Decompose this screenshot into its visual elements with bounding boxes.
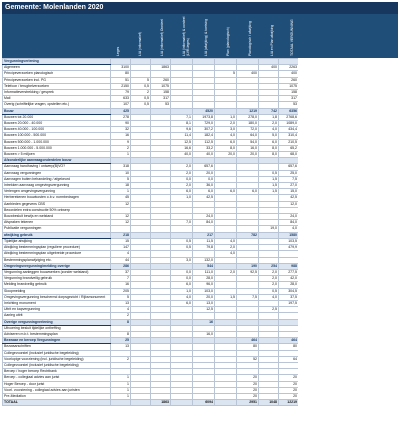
cell-value: 277,5 — [279, 269, 299, 275]
row-label: Bestemmingsplanwijziging etc. — [3, 257, 111, 263]
cell-value: 12219 — [279, 400, 299, 406]
cell-value: 6356 — [279, 108, 299, 114]
cell-value: 27,0 — [279, 183, 299, 189]
cell-value: 112,5 — [193, 139, 215, 145]
cell-value: 103,5 — [279, 238, 299, 244]
cell-value: 20 — [279, 393, 299, 399]
cell-value: 20 — [237, 375, 259, 381]
column-header: TOTAAL VERGUNNING — [290, 19, 294, 56]
cell-value: 10 — [111, 170, 131, 176]
cell-value: 1048 — [259, 400, 279, 406]
row-label: Informatieverstrekking / gesprek — [3, 90, 111, 96]
row-label: Collegevoorstel (inclusief juridische begeleiding) — [3, 362, 111, 368]
cell-value: 197,5 — [279, 300, 299, 306]
cell-value: 16,0 — [237, 145, 259, 151]
row-label: Overige vergunningverlening — [3, 319, 111, 325]
cell-value: 479,9 — [279, 245, 299, 251]
cell-value: 310,4 — [279, 133, 299, 139]
cell-value: 0,5 — [259, 170, 279, 176]
cell-value: 2,0 — [259, 282, 279, 288]
row-label: Uitrit en kapvergunning — [3, 307, 111, 313]
cell-value: 2 — [111, 313, 131, 319]
cell-value: 1 — [111, 375, 131, 381]
cell-value: 25,0 — [279, 170, 299, 176]
column-header: LIA (afwijking) & toetsing — [204, 18, 208, 56]
cell-value: 318 — [111, 164, 131, 170]
cell-value: 80 — [279, 344, 299, 350]
row-label: Bouwen 20.000 - 40.000 — [3, 121, 111, 127]
cell-value: 307,2 — [193, 127, 215, 133]
row-label: Telefoon / terugbelverzoeken — [3, 83, 111, 89]
cell-value: 205 — [111, 288, 131, 294]
cell-value: 5 — [131, 77, 151, 83]
cell-value: 158 — [151, 90, 171, 96]
cell-value: 16 — [111, 133, 131, 139]
cell-value: 90 — [111, 121, 131, 127]
cell-value: 0,0 — [171, 176, 193, 182]
row-label: Afwijking bestemmingsplan (reguliere procedure) — [3, 245, 111, 251]
cell-value: 54,0 — [237, 139, 259, 145]
cell-value: 4,0 — [215, 251, 237, 257]
cell-value: 2 — [111, 356, 131, 362]
cell-value: 1 — [111, 381, 131, 387]
cell-value: 2768,6 — [279, 114, 299, 120]
cell-value: 16 — [193, 319, 215, 325]
cell-value: 0,5 — [131, 83, 151, 89]
cell-value: 25 — [111, 338, 131, 344]
cell-value: 20 — [237, 387, 259, 393]
cell-value: 317 — [279, 96, 299, 102]
cell-value: 8,0 — [259, 152, 279, 158]
cell-value: 111,0 — [193, 269, 215, 275]
row-label: Afspraken tekenen — [3, 220, 111, 226]
cell-value: 2 — [131, 90, 151, 96]
row-label: Mail — [3, 96, 111, 102]
cell-value: 7,1 — [171, 114, 193, 120]
cell-value — [131, 400, 151, 406]
cell-value: 53 — [279, 102, 299, 108]
cell-value: 24,0 — [193, 214, 215, 220]
cell-value: 84,0 — [193, 220, 215, 226]
cell-value: 42,5 — [193, 195, 215, 201]
cell-value: 11,5 — [193, 238, 215, 244]
cell-value: 182,4 — [193, 133, 215, 139]
cell-value: 3100 — [111, 65, 131, 71]
cell-value: 1,8 — [259, 114, 279, 120]
cell-value: 180,0 — [237, 121, 259, 127]
row-label: Inrichting monument — [3, 300, 111, 306]
cell-value: 0,5 — [259, 288, 279, 294]
cell-value: 278,0 — [237, 114, 259, 120]
cell-value: 782 — [237, 232, 259, 238]
cell-value: 12 — [111, 201, 131, 207]
cell-value: 79,8 — [193, 245, 215, 251]
cell-value: 286 — [111, 263, 131, 269]
cell-value: 158 — [279, 90, 299, 96]
row-label: Aanleg uitrit — [3, 313, 111, 319]
row-label: afwijking gebruik — [3, 232, 111, 238]
cell-value: 6,0 — [171, 282, 193, 288]
cell-value: 1,5 — [259, 183, 279, 189]
cell-value: 6,0 — [171, 300, 193, 306]
cell-value — [111, 400, 131, 406]
cell-value: 2,0 — [171, 164, 193, 170]
cell-value: 657,6 — [193, 164, 215, 170]
cell-value: 15 — [111, 238, 131, 244]
data-table — [2, 58, 299, 406]
cell-value: 80 — [237, 344, 259, 350]
row-label: Intrekken aanvraag omgevingsvergunning — [3, 183, 111, 189]
cell-value: 4,0 — [259, 294, 279, 300]
row-label: Bezwaar en beroep Vergunningen — [3, 338, 111, 344]
cell-value: 19,0 — [259, 226, 279, 232]
cell-value: 5,0 — [259, 133, 279, 139]
cell-value: 1075 — [151, 83, 171, 89]
cell-value: 729,0 — [193, 121, 215, 127]
column-header: LIA (informatief) — [138, 32, 142, 56]
cell-value: 24,0 — [279, 214, 299, 220]
cell-value: 218 — [111, 232, 131, 238]
cell-value: 4,0 — [259, 127, 279, 133]
cell-value: 5 — [111, 176, 131, 182]
cell-value: 20,0 — [193, 294, 215, 300]
row-label: Sloopmelding — [3, 288, 111, 294]
cell-value: 8,0 — [215, 145, 237, 151]
cell-value: 0,5 — [171, 238, 193, 244]
cell-value: 1,0 — [171, 195, 193, 201]
column-header: LIA (informatief) & oordeel (LVR-leges) — [182, 16, 190, 56]
cell-value: 1 — [111, 152, 131, 158]
blank-area — [298, 58, 398, 430]
cell-value: 11,4 — [171, 133, 193, 139]
cell-value: 544 — [193, 263, 215, 269]
cell-value: 7,5 — [237, 294, 259, 300]
cell-value: 16,0 — [193, 331, 215, 337]
row-label: Voorl. voorziening - collegiaal advies aan juristen — [3, 387, 111, 393]
row-label: Aanbieden gegevens CBS — [3, 201, 111, 207]
column-header: LIA (informatief) Oordeel — [160, 19, 164, 56]
cell-value: 4,0 — [279, 226, 299, 232]
cell-value: 6,0 — [193, 189, 215, 195]
row-label: Voorlopige voorziening (incl. juridische begeleiding) — [3, 356, 111, 362]
cell-value — [171, 400, 193, 406]
row-label: Vergunningverlening — [3, 59, 111, 65]
cell-value: 12 — [111, 214, 131, 220]
row-label: Herberekenen bouwkosten o.b.v. normbedragen — [3, 195, 111, 201]
cell-value: 20,0 — [215, 152, 237, 158]
row-label: Pre-Mediation — [3, 393, 111, 399]
row-label: Bouwen tot 20.000 — [3, 114, 111, 120]
row-label: Bouwen > 5 miljoen — [3, 152, 111, 158]
row-label: Bouwen 500.000 - 1.000.000 — [3, 139, 111, 145]
cell-value: 6,0 — [171, 189, 193, 195]
cell-value: 254 — [259, 263, 279, 269]
cell-value: 32 — [111, 127, 131, 133]
row-label: Aanvraag vergunningen — [3, 170, 111, 176]
cell-value: 7,5 — [279, 176, 299, 182]
cell-value: 1863 — [151, 400, 171, 406]
cell-value: 0,5 — [131, 102, 151, 108]
row-label: Beroep - collegiaal advies aan jurist — [3, 375, 111, 381]
row-label: Bouwbesluit bewijs en welstand — [3, 214, 111, 220]
cell-value: 8 — [111, 319, 131, 325]
cell-value: 13,0 — [193, 300, 215, 306]
cell-value: 2150 — [111, 83, 131, 89]
cell-value: 20,0 — [237, 152, 259, 158]
cell-value: 988 — [279, 263, 299, 269]
cell-value: 37 — [111, 269, 131, 275]
cell-value: 260 — [279, 77, 299, 83]
cell-value: 42,5 — [279, 195, 299, 201]
cell-value: 1 — [111, 387, 131, 393]
cell-value: 190 — [237, 263, 259, 269]
cell-value: 92,5 — [237, 269, 259, 275]
cell-value: 5 — [215, 71, 237, 77]
cell-value: 8,0 — [259, 145, 279, 151]
cell-value: 6,0 — [259, 139, 279, 145]
cell-value: 278 — [111, 114, 131, 120]
cell-value: 13 — [111, 300, 131, 306]
cell-value: 12,0 — [279, 201, 299, 207]
cell-value: 1,5 — [259, 176, 279, 182]
cell-value: 1,0 — [215, 114, 237, 120]
sheet-title: Gemeente: Molenlanden 2020 — [2, 2, 398, 14]
cell-value: 80 — [111, 71, 131, 77]
cell-value: 1,5 — [215, 294, 237, 300]
row-label: Aanvragen buiten behandeling / afgekeurd — [3, 176, 111, 182]
cell-value: 1580 — [279, 232, 299, 238]
cell-value: 79 — [111, 90, 131, 96]
cell-value: 210,5 — [279, 139, 299, 145]
row-label: Beoordelen extra constructie 50% ontwerp — [3, 207, 111, 213]
cell-value: 6,0 — [215, 189, 237, 195]
cell-value: 400 — [259, 65, 279, 71]
cell-value: 20 — [279, 387, 299, 393]
cell-value: 217 — [193, 232, 215, 238]
row-label: Principeverzoeken planologisch — [3, 71, 111, 77]
cell-value: 657,6 — [279, 164, 299, 170]
row-label: Omgevingsvergunning/melding overige — [3, 263, 111, 269]
cell-value: 2,5 — [259, 307, 279, 313]
cell-value: 20 — [279, 375, 299, 381]
cell-value: 304,5 — [279, 288, 299, 294]
cell-value: 1089,0 — [279, 121, 299, 127]
cell-value: 464 — [237, 338, 259, 344]
cell-value: 1,0 — [171, 288, 193, 294]
column-header-band — [2, 14, 398, 58]
cell-value: 1075 — [279, 83, 299, 89]
cell-value: 20,0 — [193, 170, 215, 176]
cell-value: 2,0 — [171, 183, 193, 189]
row-label: Collegevoorstel (inclusief juridische begeleiding) — [3, 350, 111, 356]
cell-value: 434,4 — [279, 127, 299, 133]
row-label: Vergunning brandveilig gebruik — [3, 276, 111, 282]
cell-value: 28,0 — [279, 282, 299, 288]
cell-value: 4,0 — [215, 133, 237, 139]
cell-value: 107 — [111, 102, 131, 108]
column-header: LIA en Plan afwijking — [270, 24, 274, 56]
row-label: Publicatie vergunningen — [3, 226, 111, 232]
cell-value: 742 — [259, 108, 279, 114]
cell-value: 20 — [237, 381, 259, 387]
cell-value: 1,5 — [259, 189, 279, 195]
cell-value: 6094 — [193, 400, 215, 406]
row-label: Vergunning aanleggen bouwwerken (zonder welstand) — [3, 269, 111, 275]
row-label: Bouwen 40.000 - 100.000 — [3, 127, 111, 133]
cell-value: 18 — [111, 183, 131, 189]
cell-value: 1 — [111, 189, 131, 195]
cell-value: 0,0 — [171, 276, 193, 282]
row-label: TOTAAL — [3, 400, 111, 406]
cell-value: 64 — [279, 356, 299, 362]
cell-value: 8,1 — [171, 121, 193, 127]
cell-value: 12,5 — [193, 307, 215, 313]
cell-value: 425 — [111, 108, 131, 114]
cell-value: 65,2 — [279, 145, 299, 151]
cell-value: 317 — [151, 96, 171, 102]
cell-value: 16,6 — [171, 145, 193, 151]
cell-value: 64,0 — [237, 133, 259, 139]
cell-value: 42,0 — [279, 276, 299, 282]
cell-value: 464 — [279, 338, 299, 344]
cell-value: 4 — [111, 251, 131, 257]
cell-value: 53 — [151, 102, 171, 108]
cell-value: 51 — [111, 77, 131, 83]
cell-value: 2,0 — [259, 121, 279, 127]
cell-value: 400 — [279, 71, 299, 77]
row-label: Melding brandveilig gebruik — [3, 282, 111, 288]
cell-value: 12 — [111, 220, 131, 226]
cell-value: 1973,8 — [193, 114, 215, 120]
cell-value: 260 — [151, 77, 171, 83]
cell-value: 40,0 — [171, 152, 193, 158]
cell-value: 68,0 — [279, 152, 299, 158]
row-label: Hoger Beroep - door jurist — [3, 381, 111, 387]
row-label: Bouwen 100.000 - 500.000 — [3, 133, 111, 139]
cell-value: 400 — [237, 71, 259, 77]
row-label: Bezwaarschriften — [3, 344, 111, 350]
cell-value: 4 — [111, 307, 131, 313]
cell-value: 147 — [111, 245, 131, 251]
cell-value: 2,0 — [259, 276, 279, 282]
cell-value: 0,0 — [171, 269, 193, 275]
cell-value: 72,0 — [237, 127, 259, 133]
cell-value: 33,2 — [193, 145, 215, 151]
row-label: Adviseren m.b.t. bestemmingsplan — [3, 331, 111, 337]
cell-value: 45 — [111, 195, 131, 201]
row-label: Principeverzoeken incl. PG — [3, 77, 111, 83]
cell-value: 7 — [111, 276, 131, 282]
row-label: Afzonderlijke aanvraagonderdelen bouw — [3, 158, 111, 164]
column-header: Leges — [116, 46, 120, 56]
row-label: Bouwen 1.000.000 - 5.000.000 — [3, 145, 111, 151]
cell-value: 6,0 — [215, 139, 237, 145]
row-label: Beroep / hoger beroep Rechtbank — [3, 369, 111, 375]
cell-value: 1219 — [237, 108, 259, 114]
row-label: Bouw — [3, 108, 111, 114]
cell-value: 20 — [237, 393, 259, 399]
cell-value: 9 — [111, 139, 131, 145]
row-label: Omgevingsvergunning beschermd dorpsgezicht / Rijksmonument — [3, 294, 111, 300]
cell-value: 84,0 — [279, 220, 299, 226]
cell-value: 1863 — [151, 65, 171, 71]
row-label: Uitvoering besluit tijdelijke ontheffing — [3, 325, 111, 331]
row-label: Aanvraag handhaving / ontwerp(B)VO? — [3, 164, 111, 170]
cell-value: 2,0 — [215, 245, 237, 251]
cell-value: 633 — [111, 96, 131, 102]
row-label: Afwijking bestemmingsplan uitgebreide procedure — [3, 251, 111, 257]
cell-value: 28,0 — [193, 276, 215, 282]
cell-value: 2,0 — [171, 170, 193, 176]
cell-value: 44 — [111, 257, 131, 263]
cell-value: 9,6 — [171, 127, 193, 133]
total-row — [3, 400, 299, 406]
cell-value: 2 — [111, 145, 131, 151]
cell-value: 4,0 — [215, 238, 237, 244]
cell-value: 96,0 — [193, 282, 215, 288]
cell-value: 8 — [111, 331, 131, 337]
cell-value: 16 — [111, 282, 131, 288]
cell-value: 0,5 — [131, 96, 151, 102]
cell-value: 3,0 — [171, 257, 193, 263]
cell-value: 5 — [111, 294, 131, 300]
cell-value: 2,0 — [215, 121, 237, 127]
cell-value: 4520 — [193, 108, 215, 114]
cell-value: 15,0 — [279, 189, 299, 195]
cell-value: 0,5 — [171, 245, 193, 251]
cell-value: 3,0 — [215, 127, 237, 133]
cell-value: 2951 — [237, 400, 259, 406]
cell-value: 2,0 — [215, 269, 237, 275]
row-label: Overig (schriftelijke vragen, opstellen etc.) — [3, 102, 111, 108]
cell-value: 1 — [111, 393, 131, 399]
cell-value: 6,0 — [237, 189, 259, 195]
cell-value: 132,0 — [193, 257, 215, 263]
cell-value: 20 — [279, 381, 299, 387]
cell-value: 40,0 — [193, 152, 215, 158]
column-header: Planologisch / afwijking — [248, 20, 252, 56]
column-header: Plan (planologisch) — [226, 27, 230, 56]
cell-value: 37,5 — [279, 294, 299, 300]
row-label: Verlengen omgevingsvergunning — [3, 189, 111, 195]
cell-value: 103,0 — [193, 288, 215, 294]
cell-value: 4,0 — [171, 294, 193, 300]
cell-value: 52 — [237, 356, 259, 362]
cell-value: 0,0 — [193, 176, 215, 182]
cell-value: 36,0 — [193, 183, 215, 189]
cell-value: 13 — [111, 344, 131, 350]
row-label: Algemeen — [3, 65, 111, 71]
cell-value: 12,5 — [171, 139, 193, 145]
cell-value: 2,0 — [259, 269, 279, 275]
cell-value: 2263 — [279, 65, 299, 71]
cell-value — [215, 400, 237, 406]
row-label: Tijdelijke afwijking — [3, 238, 111, 244]
cell-value: 7,0 — [171, 220, 193, 226]
